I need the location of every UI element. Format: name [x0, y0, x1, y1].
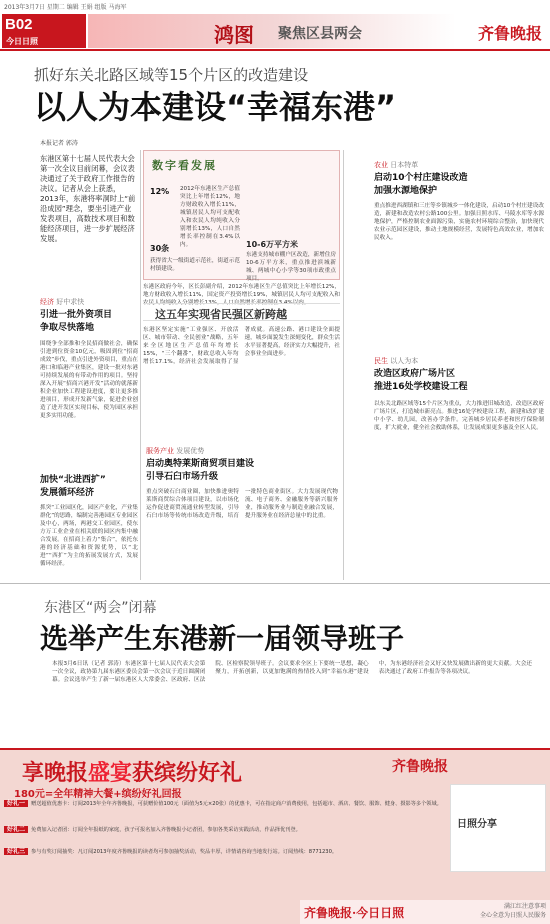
gift-one — [4, 800, 444, 808]
ad-headline-c: 获缤纷好礼 — [132, 761, 243, 786]
tag-label: 以人为本 — [390, 357, 419, 365]
lead-kicker: 抓好东关北路区域等15个片区的改造建设 — [34, 66, 309, 84]
banner-subtitle: 聚焦区县两会 — [278, 26, 362, 42]
section-tag-service — [146, 446, 204, 456]
second-body: 本报3月6日讯（记者 郭涛）东港区第十七届人民代表大会第一次全议，政协第九届东港区委员会第一次会议于近日圆满闭幕。会议选举产生了新一届东港区人大常委会、区政府、区法院、区检察院领导班子。会议要求全区上下要统一思想，凝心聚力，开拓创新，以更加饱满的热情投入到“幸福东港”建设中，为东港经济社会又好又快发展做出新的更大贡献。大会还表决通过了政府工作报告等各项决议。 — [52, 661, 532, 683]
ad-headline-b: 盛宴 — [88, 761, 133, 786]
header-rule — [0, 49, 550, 51]
stat-housing-text: 东港支持城市棚户区改造，新增住房10-6万平方米，重点推进滨城新城、两城中心小学等30项市政重点项目。 — [246, 252, 336, 282]
gift-three-label: 好礼三 — [4, 848, 28, 855]
gift-one-label: 好礼一 — [4, 800, 28, 807]
section-banner — [88, 14, 548, 48]
lead-headline: 以人为本建设“幸福东港” — [34, 88, 397, 126]
lead-byline: 本报记者 郭涛 — [40, 140, 78, 147]
subhead-schools: 改造区政府广场片区 推进16处学校建设工程 — [374, 369, 468, 392]
tag-text: 农业 — [374, 161, 388, 169]
ad-footer-mast: 齐鲁晚报·今日日照 — [304, 906, 405, 920]
ad-headline-a: 享晚报 — [22, 761, 89, 786]
second-kicker: 东港区“两会”闭幕 — [44, 600, 157, 616]
subhead-foreign-projects: 引进一批外资项目 争取尽快落地 — [40, 310, 113, 333]
subhead-villages: 启动10个村庄建设改造 加强水源地保护 — [374, 173, 468, 196]
section-tag-livelihood — [374, 356, 418, 366]
dateline: 2013年3月7日 星期二 编辑 王娟 组版 马海军 — [4, 4, 127, 11]
tag-text: 经济 — [40, 298, 54, 306]
stat-growth-value: 12% — [150, 187, 170, 196]
section-tag-agriculture — [374, 160, 418, 170]
tag-label: 好中求快 — [56, 298, 85, 306]
banner-title: 鸿图 — [214, 23, 254, 47]
body-continuation: 东港区政府今年，区长彭副介绍，2012年东港区生产总值突比上年增长12%，地方财政收入增长11%，国定资产投资增长19%，城镇居民人均可支配收入和农民人均纯收入分别增长13%，人口自然增长率控制在3.4%以内。 — [143, 284, 340, 306]
gift-two-label: 好礼二 — [4, 826, 28, 833]
stats-box-title: 数字看发展 — [152, 159, 217, 172]
subscription-ad — [0, 748, 550, 924]
newspaper-thumbnail — [450, 784, 546, 872]
ad-footer — [300, 900, 550, 924]
column-divider — [343, 150, 344, 580]
achievement-divider — [143, 303, 340, 321]
tag-label: 发展优势 — [176, 447, 205, 455]
second-headline: 选举产生东港新一届领导班子 — [40, 622, 405, 655]
lead-paragraph: 东港区第十七届人民代表大会第一次全议目前闭幕，会议表决通过了关于政府工作报告的决议。记者从会上获悉，2013年，东港将率洞时上“前沿成园”理念，要坐引进产业发表项目，高数技术项目和数能经济项目，进一步扩展经济发展。 — [40, 154, 136, 243]
stat-growth-text: 2012年东港区生产总值突比上年增长12%，地方财政收入增长11%，城镇居民人均可支配收入和农民人均纯收入分别增长13%，人口自然增长率控制在3.4%以内。 — [180, 186, 240, 248]
stat-villages-text: 获得省大一级街道示范社，街道示范村镇建设。 — [150, 258, 240, 272]
gift-one-text: 赠送超值优惠卡：订阅2013年全年齐鲁晚报，可获赠价值100元（面值为5元×20张）的优惠卡，可在指定商户消费使用，包括超市、酒店、餐饮、服饰、健身、摄影等多个领域。 — [31, 801, 442, 807]
body-circular-economy: 抓突“工业园区化，园区产业化，产业集群化”的思路，编制完善港园区专业园区及中心，两场，两港交工业园区，使东方万工业企业在相关联的园区内集中融合发展。在招商上着力“集合”，依托东港的经济基础和资源优势，以“北进”“西扩”为主的拓展发展方式，发展循环经济。 — [40, 505, 138, 567]
ad-headline — [22, 756, 242, 787]
subhead-outlets: 启动奥特莱斯商贸项目建设 引导石臼市场升级 — [146, 459, 255, 482]
tag-label: 日本特革 — [390, 161, 419, 169]
page-number-box — [2, 14, 86, 48]
ad-footer-note: 满江红注意事项 全心全意为日照人民服务 — [479, 903, 546, 919]
subhead-circular-economy: 加快“北进西扩” 发展循环经济 — [40, 475, 106, 498]
newspaper-thumbnail-caption: 日照分享 — [457, 819, 497, 830]
story-separator — [0, 583, 550, 584]
body-achievements: 东港区坚定实施“工业强区、开放活区、城市带动、全民创业”战略，五年来全区地区生产总值年均增长15%，“三个翻番”，财政总收入年均增长17.1%，经济社会发展取得了显著成就。高速公路、港口建设全面提速，城乡面貌发生深刻变化，群众生活水平显著提高，经济实力大幅提升，社会事业全面进步。 — [143, 327, 340, 365]
gift-two — [4, 826, 444, 834]
paper-logo: 齐鲁晚报 — [477, 24, 542, 43]
section-tag-economy — [40, 297, 84, 307]
section-name: 今日日照 — [6, 37, 38, 46]
stat-villages-value: 30条 — [150, 244, 170, 253]
tag-text: 服务产业 — [146, 447, 174, 455]
tag-text: 民生 — [374, 357, 388, 365]
body-villages: 重点推进西湖镇和三庄等乡镇城乡一体化建设，启动10个村庄建设改造，新建和改造农村公路100公里。加强日照水库、马陵水库等水源地保护，严格控制农业面源污染，实施农村环境综合整治，加快现代农业示范园区建设，推动土地规模经营，发展特色高效农业，增加农民收入。 — [374, 203, 544, 241]
achievement-divider-title: 这五年实现省民强区新跨越 — [155, 308, 287, 321]
body-foreign-projects: 围绕争全部推和全民招商做社会，确保引进到位资金10亿元，吸固到位“招商成效”步伐，重点引进外资项目，重点在港口和临港产业集区，建设一批对东港可持续发展的有带动作用的项目。坚持深入开展“招商兴港开发”活动的就落新积企业加快工程建设进度，要让更多推进项目，形成开发新气象，促进企业创造了进开发区实现目标，使为园区承担更多实用功能。 — [40, 341, 138, 419]
stat-housing-value: 10-6万平方米 — [246, 240, 299, 249]
column-divider — [140, 150, 141, 580]
stats-box — [143, 150, 340, 280]
body-outlets: 重点突破石臼商业圈，加快推进奥特莱斯商贸综合体项目建设，以市场化运作促进商贸流通业转型发展，引导石臼市场等传统市场改造升级，培育一批特色商业街区。大力发展现代物流、电子商务、金融服务等新兴服务业，推动服务业与制造业融合发展，提升服务业在经济总量中的比重。 — [146, 489, 338, 519]
gift-three-text: 参与有奖订阅抽奖：凡订阅2013年度齐鲁晚报的读者均可参加抽奖活动，奖品丰厚，详情请咨询当地发行站。订阅热线：8771230。 — [31, 849, 338, 855]
ad-logo: 齐鲁晚报 — [392, 759, 448, 775]
ad-subtitle: 180元=全年精神大餐+缤纷好礼回报 — [14, 789, 182, 800]
body-schools: 以东关北路区域等15个片区为重点，大力推进旧城改造，改造区政府广场片区，打造城市新亮点。推进16处学校建设工程，新建和改扩建中小学、幼儿园，改善办学条件。完善城乡居民养老和医疗保险制度，扩大就业，健全社会救助体系，让发展成果更多惠及全区人民。 — [374, 401, 544, 431]
gift-three — [4, 848, 444, 856]
gift-two-text: 免费加入记者团：订阅全年报纸的家庭，孩子可报名加入齐鲁晚报小记者团，参加各类采访实践活动，作品择优刊登。 — [31, 827, 301, 833]
page-number: B02 — [5, 16, 33, 33]
